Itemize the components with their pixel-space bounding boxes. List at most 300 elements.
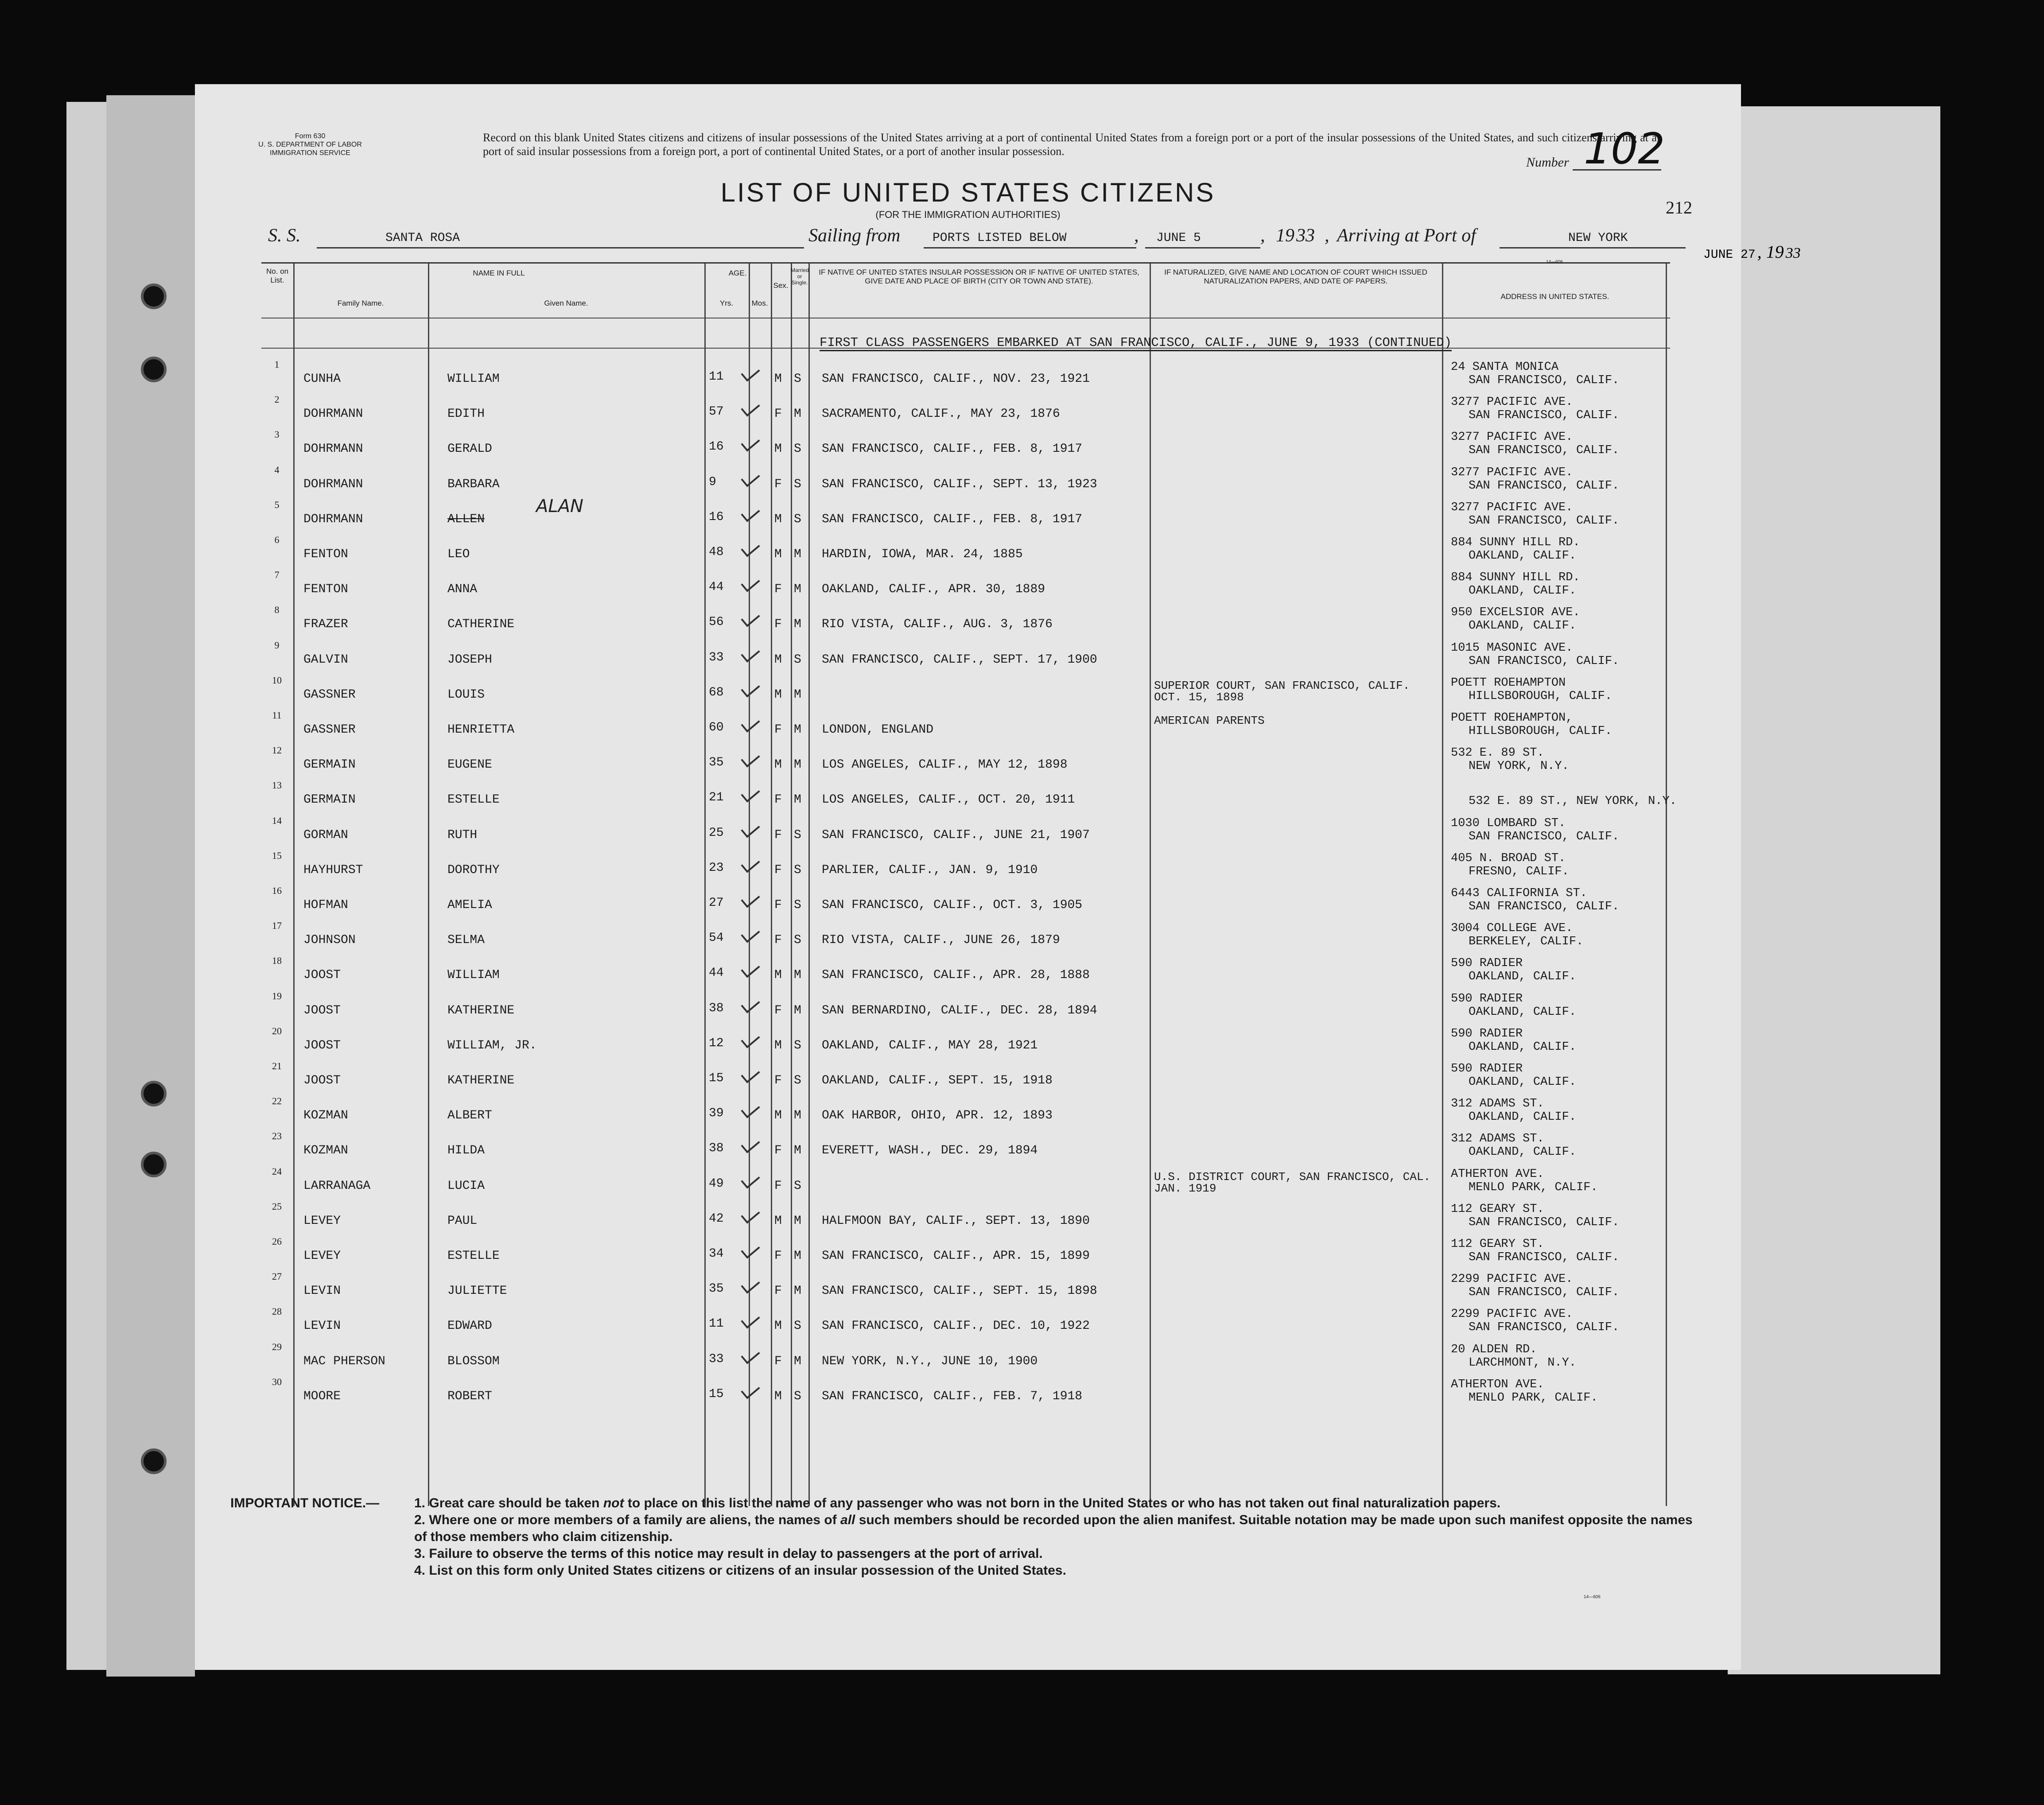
birth-place-date: SAN FRANCISCO, CALIF., APR. 28, 1888 (822, 968, 1090, 982)
notice-item-number: 4. (414, 1563, 426, 1578)
marital-status: S (794, 828, 801, 842)
given-name: EDITH (447, 407, 485, 421)
row-number: 10 (272, 674, 282, 686)
address-line-2: SAN FRANCISCO, CALIF. (1469, 1286, 1620, 1300)
notice-item (414, 1562, 1699, 1579)
sex: F (774, 407, 782, 421)
address-line-2: OAKLAND, CALIF. (1469, 1075, 1577, 1089)
given-name: PAUL (447, 1214, 478, 1228)
address-line-2: SAN FRANCISCO, CALIF. (1469, 479, 1620, 493)
sex: M (774, 1389, 782, 1403)
address-line-1: 1015 MASONIC AVE. (1451, 641, 1573, 655)
address-line-1: 6443 CALIFORNIA ST. (1451, 887, 1587, 900)
check-mark (741, 960, 760, 978)
table-row (261, 1301, 1670, 1336)
ship-name: SANTA ROSA (385, 231, 460, 245)
family-name: LEVIN (303, 1319, 341, 1333)
family-name: LEVIN (303, 1284, 341, 1298)
row-number: 30 (272, 1376, 282, 1387)
manifest-sheet: Form 630 U. S. DEPARTMENT OF LABOR IMMIGRATION SERVICE Record on this blank United States citizens and citizens of insular possessions of the United States arriving at a port of continental United States from a foreign port or a port of the insular possessions of the United States, and such citizens arriving at a port of said insular possessions from a foreign port, a port of continental United States, or a port of another insular possession. Number 102 212 LIST OF UNITED STATES CITIZENS (FOR THE IMMIGRATION AUTHORITIES) S. S. SANTA ROSA Sailing from PORTS LISTED BELOW , JUNE 5 , 19 33 , Arriving at Port of NEW YORK No. on List. NAME IN FULL Family Name. Given Name. AGE. Yrs. Mos. Sex. Married or Single. IF NATIVE OF UNITED STATES INSULAR POSSESSION OR IF NATIVE OF UNITED STATES, GIVE DATE AND PLACE OF BIRTH (CITY OR TOWN AND STATE). IF NATURALIZED, GIVE NAME AND LOCATION OF COURT WHICH ISSUED NATURALIZATION PAPERS, AND DATE OF PAPERS. ADDRESS IN UNITED STATES. FIRST CLASS PASSENGERS EMBARKED AT SAN FRANCISCO, CALIF., JUNE 9, 1933 (CONTINUED) 1 CUNHA WILLIAM 11 M S SAN FRANCISCO, CALIF., NOV. 23, 1921 24 SANTA MONICA SAN FRANCISCO, CALIF. 2 DOHRMANN EDITH 57 F M SACRAMENTO, CALIF., MAY 23, 1876 3277 PACIFIC AVE. SAN FRANCISCO, CALIF. 3 DOHRMANN GERALD 16 M S SAN FRANCISCO, CALIF., FEB. 8, 1917 3277 PACIFIC AVE. SAN FRANCISCO, CALIF. 4 DOHRMANN BARBARA 9 F S SAN FRANCISCO, CALIF., SEPT. 13, 1923 3277 PACIFIC AVE. SAN FRANCISCO, CALIF. 5 DOHRMANN ALLEN 16 M S SAN FRANCISCO, CALIF., FEB. 8, 1917 3277 PACIFIC AVE. SAN FRANCISCO, CALIF. 6 FENTON LEO 48 M M HARDIN, IOWA, MAR. 24, 1885 884 SUNNY HILL RD. OAKLAND, CALIF. 7 FENTON ANNA 44 F M OAKLAND, CALIF., APR. 30, 1889 884 SUNNY HILL RD. OAKLAND, CALIF. 8 FRAZER CATHERINE 56 F M RIO VISTA, CALIF., AUG. 3, 1876 950 EXCELSIOR AVE. OAKLAND, CALIF. 9 GALVIN JOSEPH 33 M S SAN FRANCISCO, CALIF., SEPT. 17, 1900 1015 MASONIC AVE. SAN FRANCISCO, CALIF. 10 GASSNER LOUIS 68 M M SUPERIOR COURT, SAN FRANCISCO, CALIF. OCT. 15, 1898 POETT ROEHAMPTON HILLSBOROUGH, CALIF. 11 GASSNER HENRIETTA 60 F M LONDON, ENGLAND AMERICAN PARENTS POETT ROEHAMPTON, HILLSBOROUGH, CALIF. 12 GERMAIN EUGENE 35 M M LOS ANGELES, CALIF., MAY 12, 1898 532 E. 89 ST. NEW YORK, N.Y. 13 GERMAIN ESTELLE 21 F M LOS ANGELES, CALIF., OCT. 20, 1911 532 E. 89 ST., NEW YORK, N.Y. 14 GORMAN RUTH 25 F S SAN FRANCISCO, CALIF., JUNE 21, 1907 1030 LOMBARD ST. SAN FRANCISCO, CALIF. 15 HAYHURST DOROTHY 23 F S PARLIER, CALIF., JAN. 9, 1910 405 N. BROAD ST. FRESNO, CALIF. 16 HOFMAN AMELIA 27 F S SAN FRANCISCO, CALIF., OCT. 3, 1905 6443 CALIFORNIA ST. SAN FRANCISCO, CALIF. 17 JOHNSON SELMA 54 F S RIO VISTA, CALIF., JUNE 26, 1879 3004 COLLEGE AVE. BERKELEY, CALIF. 18 JOOST WILLIAM 44 M M SAN FRANCISCO, CALIF., APR. 28, 1888 590 RADIER OAKLAND, CALIF. 19 JOOST KATHERINE 38 F M SAN BERNARDINO, CALIF., DEC. 28, 1894 590 RADIER OAKLAND, CALIF. 20 JOOST WILLIAM, JR. 12 M S OAKLAND, CALIF., MAY 28, 1921 590 RADIER OAKLAND, CALIF. 21 JOOST KATHERINE 15 F S OAKLAND, CALIF., SEPT. 15, 1918 590 RADIER OAKLAND, CALIF. 22 KOZMAN ALBERT 39 M M OAK HARBOR, OHIO, APR. 12, 1893 312 ADAMS ST. OAKLAND, CALIF. 23 KOZMAN HILDA 38 F M EVERETT, WASH., DEC. 29, 1894 312 ADAMS ST. OAKLAND, CALIF. 24 LARRANAGA LUCIA 49 F S U.S. DISTRICT COURT, SAN FRANCISCO, CAL. JAN. 1919 ATHERTON AVE. MENLO PARK, CALIF. 25 LEVEY PAUL 42 M M HALFMOON BAY, CALIF., SEPT. 13, 1890 112 GEARY ST. SAN FRANCISCO, CALIF. 26 LEVEY ESTELLE 34 F M SAN FRANCISCO, CALIF., APR. 15, 1899 112 GEARY ST. SAN FRANCISCO, CALIF. 27 LEVIN JULIETTE 35 F M SAN FRANCISCO, CALIF., SEPT. 15, 1898 2299 PACIFIC AVE. SAN FRANCISCO, CALIF. 28 LEVIN EDWARD 11 M S SAN FRANCISCO, CALIF., DEC. 10, 1922 2299 PACIFIC AVE. SAN FRANCISCO, CALIF. 29 MAC PHERSON BLOSSOM 33 F M NEW YORK, N.Y., JUNE 10, 1900 20 ALDEN RD. LARCHMONT, N.Y. 30 MOORE ROBERT 15 M S SAN FRANCISCO, CALIF., FEB. 7, 1918 ATHERTON AVE. MENLO PARK, CALIF. ALAN IMPORTANT NOTICE.— 1. Great care should be taken not to place on this list the name of any passenger who was not born in the United States or who has not taken out final naturalization papers. 2. Where one or more members of a family are aliens, the names of all such members should be recorded upon the alien manifest. Suitable notation may be made upon such manifest opposite the names of those members who claim citizenship. 3. Failure to observe the terms of this notice may result in delay to passengers at the port of arrival. 4. List on this form only United States citizens or citizens of an insular possession of the United States. 14—606 14—606 (195, 84, 1741, 1670)
ship-line (317, 247, 804, 248)
marital-status: M (794, 1144, 801, 1158)
address-line-2: OAKLAND, CALIF. (1469, 1005, 1577, 1019)
address-line-2: SAN FRANCISCO, CALIF. (1469, 654, 1620, 668)
birth-place-date: OAKLAND, CALIF., MAY 28, 1921 (822, 1038, 1038, 1052)
given-name: EDWARD (447, 1319, 492, 1333)
marital-status: M (794, 1109, 801, 1123)
given-name: RUTH (447, 828, 478, 842)
address-line-2: SAN FRANCISCO, CALIF. (1469, 374, 1620, 387)
address-line-2: OAKLAND, CALIF. (1469, 970, 1577, 984)
marital-status: S (794, 1319, 801, 1333)
birth-place-date: OAK HARBOR, OHIO, APR. 12, 1893 (822, 1109, 1053, 1123)
age-years: 49 (709, 1176, 724, 1191)
family-name: HAYHURST (303, 863, 363, 877)
row-number: 17 (272, 920, 282, 932)
family-name: DOHRMANN (303, 477, 363, 491)
given-name: ANNA (447, 582, 478, 597)
given-name: WILLIAM, JR. (447, 1038, 537, 1052)
address-line-2: OAKLAND, CALIF. (1469, 549, 1577, 563)
birth-place-date: PARLIER, CALIF., JAN. 9, 1910 (822, 863, 1038, 877)
table-row (261, 811, 1670, 846)
age-years: 44 (709, 580, 724, 594)
age-years: 16 (709, 510, 724, 524)
address-line-1: 24 SANTA MONICA (1451, 361, 1559, 374)
address-line-1: ATHERTON AVE. (1451, 1378, 1544, 1391)
marital-status: M (794, 968, 801, 982)
given-name: KATHERINE (447, 1074, 515, 1087)
col-no: No. on List. (266, 267, 289, 284)
naturalization-court: AMERICAN PARENTS (1154, 714, 1265, 727)
underlying-page-right (1728, 106, 1940, 1674)
check-mark (741, 1240, 760, 1258)
table-row (261, 881, 1670, 916)
birth-place-date: SAN FRANCISCO, CALIF., NOV. 23, 1921 (822, 372, 1090, 386)
row-number: 11 (272, 710, 282, 721)
sex: M (774, 1038, 782, 1052)
check-mark (741, 925, 760, 943)
notice-item-number: 1. (414, 1496, 426, 1510)
family-name: JOOST (303, 1074, 341, 1087)
birth-place-date: SAN FRANCISCO, CALIF., DEC. 10, 1922 (822, 1319, 1090, 1333)
check-mark (741, 469, 760, 487)
address-line-2: OAKLAND, CALIF. (1469, 1110, 1577, 1124)
birth-place-date: RIO VISTA, CALIF., JUNE 26, 1879 (822, 933, 1060, 947)
address-line-2: SAN FRANCISCO, CALIF. (1469, 444, 1620, 458)
check-mark (741, 995, 760, 1013)
address-line-2: HILLSBOROUGH, CALIF. (1469, 725, 1613, 738)
address-line-1: POETT ROEHAMPTON (1451, 676, 1566, 690)
check-mark (741, 854, 760, 873)
sex: M (774, 547, 782, 561)
table-row (261, 846, 1670, 881)
marital-status: S (794, 442, 801, 456)
age-years: 68 (709, 685, 724, 699)
arrival-year: 33 (1785, 245, 1801, 261)
given-name: ROBERT (447, 1389, 492, 1403)
address-line-1: 312 ADAMS ST. (1451, 1097, 1544, 1111)
age-years: 34 (709, 1247, 724, 1261)
birth-place-date: SAN FRANCISCO, CALIF., OCT. 3, 1905 (822, 898, 1083, 912)
check-mark (741, 714, 760, 732)
given-name: ALLEN (447, 512, 485, 526)
age-years: 15 (709, 1387, 724, 1401)
age-years: 33 (709, 1352, 724, 1366)
department-name: U. S. DEPARTMENT OF LABOR (258, 141, 362, 148)
sex: M (774, 512, 782, 526)
arriving-label: Arriving at Port of (1337, 225, 1476, 246)
family-name: GASSNER (303, 723, 356, 737)
table-row (261, 951, 1670, 986)
punch-hole (141, 1448, 167, 1474)
age-years: 44 (709, 966, 724, 980)
age-years: 11 (709, 1317, 724, 1331)
address-line-1: 112 GEARY ST. (1451, 1202, 1544, 1216)
age-years: 21 (709, 791, 724, 805)
check-mark (741, 1065, 760, 1083)
list-number: 102 (1584, 124, 1665, 174)
marital-status: M (794, 723, 801, 737)
birth-place-date: OAKLAND, CALIF., SEPT. 15, 1918 (822, 1074, 1053, 1087)
family-name: MAC PHERSON (303, 1354, 385, 1368)
row-number: 18 (272, 955, 282, 967)
sail-date: JUNE 5 (1156, 231, 1201, 245)
address-line-1: 884 SUNNY HILL RD. (1451, 536, 1580, 549)
sex: F (774, 1074, 782, 1087)
address-line-2: 532 E. 89 ST., NEW YORK, N.Y. (1469, 795, 1677, 808)
given-name: GERALD (447, 442, 492, 456)
table-row (261, 495, 1670, 530)
given-name: BARBARA (447, 477, 500, 491)
marital-status: M (794, 1214, 801, 1228)
address-line-2: OAKLAND, CALIF. (1469, 1040, 1577, 1054)
table-row (261, 1126, 1670, 1161)
arrival-port: NEW YORK (1568, 231, 1628, 245)
address-line-1: 3277 PACIFIC AVE. (1451, 431, 1573, 444)
page-number: 212 (1666, 198, 1692, 217)
arrival-year-prefix: 19 (1766, 242, 1784, 262)
table-row (261, 1337, 1670, 1372)
row-number: 22 (272, 1095, 282, 1107)
address-line-1: 3277 PACIFIC AVE. (1451, 501, 1573, 514)
age-years: 23 (709, 861, 724, 875)
table-row (261, 635, 1670, 670)
given-name: ALBERT (447, 1109, 492, 1123)
sex: F (774, 1179, 782, 1193)
birth-place-date: LOS ANGELES, CALIF., MAY 12, 1898 (822, 758, 1068, 772)
table-row (261, 1266, 1670, 1301)
check-mark (741, 574, 760, 592)
sex: M (774, 687, 782, 702)
address-line-2: SAN FRANCISCO, CALIF. (1469, 1321, 1620, 1335)
notice-text-cont: to place on this list the name of any passenger who was not born in the United States or who has not taken out final naturalization papers. (624, 1496, 1501, 1510)
row-number: 6 (274, 534, 280, 545)
family-name: DOHRMANN (303, 512, 363, 526)
family-name: GORMAN (303, 828, 348, 842)
given-name: EUGENE (447, 758, 492, 772)
sex: F (774, 898, 782, 912)
age-years: 15 (709, 1071, 724, 1085)
address-line-1: 590 RADIER (1451, 1027, 1523, 1040)
address-line-1: 2299 PACIFIC AVE. (1451, 1273, 1573, 1286)
address-line-1: 950 EXCELSIOR AVE. (1451, 606, 1580, 620)
birth-place-date: EVERETT, WASH., DEC. 29, 1894 (822, 1144, 1038, 1158)
family-name: MOORE (303, 1389, 341, 1403)
address-line-2: MENLO PARK, CALIF. (1469, 1391, 1598, 1405)
address-line-1: 3277 PACIFIC AVE. (1451, 466, 1573, 479)
age-years: 33 (709, 650, 724, 664)
col-birth: IF NATIVE OF UNITED STATES INSULAR POSSESSION OR IF NATIVE OF UNITED STATES, GIVE DATE AND PLACE OF BIRTH (CITY OR TOWN AND STATE). (819, 268, 1139, 285)
sex: F (774, 1003, 782, 1017)
sex: F (774, 793, 782, 807)
table-row (261, 1196, 1670, 1231)
age-years: 42 (709, 1211, 724, 1226)
sex: F (774, 477, 782, 491)
row-number: 27 (272, 1271, 282, 1282)
sail-date-line (1145, 247, 1260, 248)
notice-text: Where one or more members of a family are aliens, the names of (429, 1513, 841, 1527)
address-line-2: BERKELEY, CALIF. (1469, 935, 1584, 949)
notice-heading: IMPORTANT NOTICE.— (230, 1496, 380, 1510)
check-mark (741, 1276, 760, 1294)
sailing-line (924, 247, 1136, 248)
birth-place-date: SAN FRANCISCO, CALIF., FEB. 7, 1918 (822, 1389, 1083, 1403)
table-row (261, 916, 1670, 951)
check-mark (741, 1346, 760, 1364)
sailing-label: Sailing from (808, 225, 901, 246)
given-name: JOSEPH (447, 652, 492, 667)
row-number: 8 (274, 604, 280, 616)
col-yrs: Yrs. (719, 299, 734, 307)
birth-place-date: SACRAMENTO, CALIF., MAY 23, 1876 (822, 407, 1060, 421)
address-line-2: SAN FRANCISCO, CALIF. (1469, 1251, 1620, 1264)
check-mark (741, 819, 760, 838)
row-number: 1 (274, 359, 280, 370)
given-name: LOUIS (447, 687, 485, 702)
family-name: JOHNSON (303, 933, 356, 947)
address-line-2: FRESNO, CALIF. (1469, 865, 1569, 878)
row-number: 23 (272, 1130, 282, 1142)
check-mark (741, 749, 760, 768)
row-number: 4 (274, 464, 280, 475)
table-row (261, 705, 1670, 740)
age-years: 25 (709, 826, 724, 840)
marital-status: M (794, 1354, 801, 1368)
age-years: 48 (709, 545, 724, 559)
address-line-1: 590 RADIER (1451, 992, 1523, 1005)
notice-text: Failure to observe the terms of this notice may result in delay to passengers at the port of arrival. (429, 1546, 1043, 1561)
address-line-2: OAKLAND, CALIF. (1469, 584, 1577, 598)
marital-status: S (794, 652, 801, 667)
family-name: LEVEY (303, 1214, 341, 1228)
table-row (261, 1056, 1670, 1091)
sailing-from: PORTS LISTED BELOW (933, 231, 1067, 245)
check-mark (741, 889, 760, 908)
row-number: 29 (272, 1341, 282, 1352)
marital-status: S (794, 1389, 801, 1403)
given-name: BLOSSOM (447, 1354, 500, 1368)
naturalization-court: SUPERIOR COURT, SAN FRANCISCO, CALIF. (1154, 679, 1410, 692)
table-row (261, 986, 1670, 1021)
age-years: 9 (709, 475, 716, 489)
punch-hole (141, 1152, 167, 1177)
address-line-1: 1030 LOMBARD ST. (1451, 816, 1566, 830)
number-label: Number (1526, 155, 1569, 170)
table-row (261, 600, 1670, 635)
given-name: DOROTHY (447, 863, 500, 877)
age-years: 57 (709, 405, 724, 419)
col-married: Married or Single. (791, 267, 809, 286)
sex: F (774, 723, 782, 737)
col-naturalized: IF NATURALIZED, GIVE NAME AND LOCATION OF COURT WHICH ISSUED NATURALIZATION PAPERS, AND DATE OF PAPERS. (1164, 268, 1427, 285)
check-mark (741, 1100, 760, 1118)
sex: F (774, 863, 782, 877)
marital-status: M (794, 793, 801, 807)
record-instructions: Record on this blank United States citizens and citizens of insular possessions of the United States arriving at a port of continental United States from a foreign port or a port of the insular possessions of the United States, and such citizens arriving at a port of said insular possessions from a foreign port, a port of continental United States, or a port of another insular possession. (483, 131, 1657, 158)
notice-emphasis: not (603, 1496, 624, 1510)
birth-place-date: HALFMOON BAY, CALIF., SEPT. 13, 1890 (822, 1214, 1090, 1228)
marital-status: M (794, 582, 801, 597)
given-name: KATHERINE (447, 1003, 515, 1017)
sail-year: 33 (1296, 225, 1315, 246)
row-number: 19 (272, 990, 282, 1001)
birth-place-date: NEW YORK, N.Y., JUNE 10, 1900 (822, 1354, 1038, 1368)
check-mark (741, 679, 760, 697)
col-name-in-full: NAME IN FULL (473, 269, 525, 277)
address-line-1: 20 ALDEN RD. (1451, 1343, 1537, 1356)
row-number: 7 (274, 569, 280, 581)
family-name: KOZMAN (303, 1109, 348, 1123)
section-heading: FIRST CLASS PASSENGERS EMBARKED AT SAN FRANCISCO, CALIF., JUNE 9, 1933 (CONTINUED) (820, 335, 1452, 351)
marital-status: S (794, 372, 801, 386)
notice-item (414, 1512, 1699, 1545)
age-years: 12 (709, 1036, 724, 1050)
marital-status: M (794, 1003, 801, 1017)
address-line-2: SAN FRANCISCO, CALIF. (1469, 830, 1620, 843)
form-code-top: 14—606 (1546, 260, 1563, 264)
sex: F (774, 1284, 782, 1298)
family-name: DOHRMANN (303, 442, 363, 456)
col-sex: Sex. (773, 281, 789, 290)
age-years: 35 (709, 1282, 724, 1296)
sex: F (774, 1354, 782, 1368)
address-line-2: LARCHMONT, N.Y. (1469, 1356, 1577, 1370)
row-number: 16 (272, 885, 282, 896)
check-mark (741, 504, 760, 522)
check-mark (741, 1170, 760, 1188)
age-years: 56 (709, 615, 724, 629)
birth-place-date: SAN FRANCISCO, CALIF., JUNE 21, 1907 (822, 828, 1090, 842)
row-number: 5 (274, 499, 280, 510)
sex: F (774, 828, 782, 842)
table-row (261, 1091, 1670, 1126)
birth-place-date: SAN FRANCISCO, CALIF., SEPT. 15, 1898 (822, 1284, 1097, 1298)
marital-status: S (794, 1179, 801, 1193)
given-name: LEO (447, 547, 470, 561)
sex: F (774, 1249, 782, 1263)
check-mark (741, 434, 760, 452)
birth-place-date: RIO VISTA, CALIF., AUG. 3, 1876 (822, 617, 1053, 632)
birth-place-date: SAN FRANCISCO, CALIF., SEPT. 17, 1900 (822, 652, 1097, 667)
family-name: FENTON (303, 582, 348, 597)
notice-text: List on this form only United States citizens or citizens of an insular possession of the United States. (429, 1563, 1066, 1578)
notice-item (414, 1495, 1699, 1512)
check-mark (741, 363, 760, 381)
page-subtitle: (FOR THE IMMIGRATION AUTHORITIES) (875, 209, 1061, 220)
marital-status: S (794, 898, 801, 912)
address-line-2: HILLSBOROUGH, CALIF. (1469, 689, 1613, 703)
family-name: DOHRMANN (303, 407, 363, 421)
check-mark (741, 644, 760, 662)
row-number: 13 (272, 780, 282, 791)
sex: F (774, 1144, 782, 1158)
row-number: 24 (272, 1165, 282, 1177)
form-header (244, 132, 377, 157)
address-line-1: 2299 PACIFIC AVE. (1451, 1308, 1573, 1321)
table-row (261, 354, 1670, 389)
port-line (1500, 247, 1686, 248)
marital-status: M (794, 1249, 801, 1263)
marital-status: M (794, 1284, 801, 1298)
notice-text: Great care should be taken (429, 1496, 603, 1510)
family-name: CUNHA (303, 372, 341, 386)
sex: F (774, 933, 782, 947)
family-name: JOOST (303, 1003, 341, 1017)
sex: M (774, 968, 782, 982)
service-name: IMMIGRATION SERVICE (270, 149, 350, 157)
given-name: AMELIA (447, 898, 492, 912)
marital-status: M (794, 407, 801, 421)
row-number: 21 (272, 1060, 282, 1071)
handwritten-correction: ALAN (536, 496, 583, 516)
address-line-1: 590 RADIER (1451, 1062, 1523, 1075)
check-mark (741, 1135, 760, 1153)
address-line-2: SAN FRANCISCO, CALIF. (1469, 409, 1620, 423)
family-name: GERMAIN (303, 793, 356, 807)
notice-item-number: 3. (414, 1546, 426, 1561)
family-name: FENTON (303, 547, 348, 561)
birth-place-date: SAN FRANCISCO, CALIF., FEB. 8, 1917 (822, 442, 1083, 456)
address-line-1: 532 E. 89 ST. (1451, 746, 1544, 760)
age-years: 39 (709, 1106, 724, 1121)
table-row (261, 1372, 1670, 1407)
sex: M (774, 1319, 782, 1333)
given-name: HILDA (447, 1144, 485, 1158)
arrival-date: JUNE 27 , 19 33 (1703, 242, 1801, 262)
sex: M (774, 442, 782, 456)
birth-place-date: SAN BERNARDINO, CALIF., DEC. 28, 1894 (822, 1003, 1097, 1017)
table-row (261, 460, 1670, 495)
row-number: 15 (272, 850, 282, 861)
table-row (261, 530, 1670, 565)
birth-place-date: HARDIN, IOWA, MAR. 24, 1885 (822, 547, 1023, 561)
form-number: Form 630 (295, 132, 326, 140)
address-line-2: OAKLAND, CALIF. (1469, 619, 1577, 633)
given-name: SELMA (447, 933, 485, 947)
notice-text-cont: such members should be recorded upon the alien manifest. Suitable notation may be made upon such manifest opposite the names of those members who claim citizenship. (414, 1513, 1693, 1544)
passenger-table (261, 262, 1677, 1506)
family-name: FRAZER (303, 617, 348, 632)
address-line-2: NEW YORK, N.Y. (1469, 760, 1569, 773)
table-row (261, 775, 1677, 810)
age-years: 38 (709, 1001, 724, 1015)
address-line-2: MENLO PARK, CALIF. (1469, 1180, 1598, 1194)
row-number: 12 (272, 745, 282, 756)
row-number: 28 (272, 1306, 282, 1317)
marital-status: M (794, 547, 801, 561)
address-line-1: 3277 PACIFIC AVE. (1451, 396, 1573, 409)
